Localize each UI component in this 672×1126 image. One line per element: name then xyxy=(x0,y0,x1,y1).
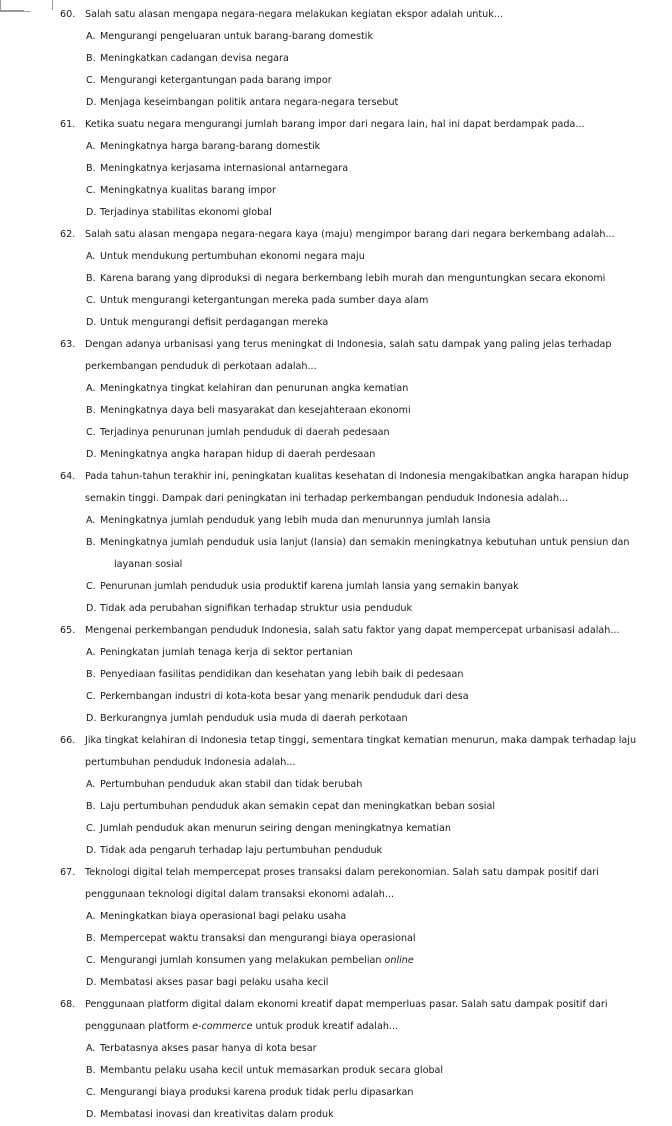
option-c: C. Untuk mengurangi ketergantungan mereka pada sumber daya alam xyxy=(86,295,429,306)
option-d: D. Tidak ada perubahan signifikan terhadap struktur usia penduduk xyxy=(86,603,413,614)
option-c: C. Jumlah penduduk akan menurun seiring dengan meningkatnya kematian xyxy=(86,823,451,834)
option-b: B. Meningkatnya jumlah penduduk usia lanjut (lansia) dan semakin meningkatnya kebutuhan untuk pensiun dan xyxy=(86,537,630,548)
option-a: A. Pertumbuhan penduduk akan stabil dan tidak berubah xyxy=(86,779,363,790)
option-d: D. Tidak ada pengaruh terhadap laju pertumbuhan penduduk xyxy=(86,845,383,856)
italic-term: e-commerce xyxy=(192,1021,253,1032)
question-text: Mengenai perkembangan penduduk Indonesia, salah satu faktor yang dapat mempercepat urbanisasi adalah... xyxy=(85,625,620,636)
option-b: B. Penyediaan fasilitas pendidikan dan kesehatan yang lebih baik di pedesaan xyxy=(86,669,464,680)
option-b: B. Meningkatkan cadangan devisa negara xyxy=(86,53,289,64)
option-c: C. Mengurangi biaya produksi karena produk tidak perlu dipasarkan xyxy=(86,1087,414,1098)
option-c: C. Meningkatnya kualitas barang impor xyxy=(86,185,276,196)
option-b: B. Mempercepat waktu transaksi dan mengurangi biaya operasional xyxy=(86,933,416,944)
option-d: D. Menjaga keseimbangan politik antara negara-negara tersebut xyxy=(86,97,399,108)
option-a: A. Terbatasnya akses pasar hanya di kota besar xyxy=(86,1043,317,1054)
question-text: Penggunaan platform digital dalam ekonomi kreatif dapat memperluas pasar. Salah satu dampak positif dari xyxy=(85,999,608,1010)
italic-term: online xyxy=(384,955,414,966)
option-a: A. Meningkatnya jumlah penduduk yang lebih muda dan menurunnya jumlah lansia xyxy=(86,515,491,526)
question-number: 66. xyxy=(60,735,76,746)
question-text-continued: pertumbuhan penduduk Indonesia adalah... xyxy=(85,757,296,768)
option-a: A. Meningkatnya harga barang-barang domestik xyxy=(86,141,321,152)
question-number: 62. xyxy=(60,229,76,240)
option-d: D. Untuk mengurangi defisit perdagangan mereka xyxy=(86,317,329,328)
page-corner-mark xyxy=(0,0,1,10)
question-number: 60. xyxy=(60,9,76,20)
option-a: A. Untuk mendukung pertumbuhan ekonomi negara maju xyxy=(86,251,365,262)
option-c: C. Mengurangi ketergantungan pada barang impor xyxy=(86,75,332,86)
option-a: A. Mengurangi pengeluaran untuk barang-barang domestik xyxy=(86,31,374,42)
question-text-continued: perkembangan penduduk di perkotaan adalah... xyxy=(85,361,317,372)
option-a: A. Meningkatkan biaya operasional bagi pelaku usaha xyxy=(86,911,347,922)
question-text: Salah satu alasan mengapa negara-negara kaya (maju) mengimpor barang dari negara berkembang adalah... xyxy=(85,229,615,240)
question-text: Jika tingkat kelahiran di Indonesia tetap tinggi, sementara tingkat kematian menurun, maka dampak terhadap laju xyxy=(85,735,637,746)
question-number: 61. xyxy=(60,119,76,130)
option-b: B. Laju pertumbuhan penduduk akan semakin cepat dan meningkatkan beban sosial xyxy=(86,801,495,812)
page-corner-mark xyxy=(0,11,30,12)
option-b: B. Karena barang yang diproduksi di negara berkembang lebih murah dan menguntungkan secara ekonomi xyxy=(86,273,606,284)
option-b: B. Meningkatnya daya beli masyarakat dan kesejahteraan ekonomi xyxy=(86,405,411,416)
option-b: B. Membantu pelaku usaha kecil untuk memasarkan produk secara global xyxy=(86,1065,444,1076)
option-d: D. Terjadinya stabilitas ekonomi global xyxy=(86,207,272,218)
question-text-continued: penggunaan teknologi digital dalam transaksi ekonomi adalah... xyxy=(85,889,395,900)
question-number: 68. xyxy=(60,999,76,1010)
option-d: D. Berkurangnya jumlah penduduk usia muda di daerah perkotaan xyxy=(86,713,408,724)
question-number: 63. xyxy=(60,339,76,350)
question-text: Salah satu alasan mengapa negara-negara melakukan kegiatan ekspor adalah untuk... xyxy=(85,9,503,20)
question-number: 64. xyxy=(60,471,76,482)
option-c: C. Mengurangi jumlah konsumen yang melakukan pembelian online xyxy=(86,955,414,966)
option-d: D. Membatasi inovasi dan kreativitas dalam produk xyxy=(86,1109,334,1120)
option-c: C. Perkembangan industri di kota-kota besar yang menarik penduduk dari desa xyxy=(86,691,469,702)
question-text: Teknologi digital telah mempercepat proses transaksi dalam perekonomian. Salah satu dampak positif dari xyxy=(85,867,599,878)
question-text-continued: semakin tinggi. Dampak dari peningkatan ini terhadap perkembangan penduduk Indonesia adalah... xyxy=(85,493,569,504)
question-number: 67. xyxy=(60,867,76,878)
question-number: 65. xyxy=(60,625,76,636)
option-a: A. Meningkatnya tingkat kelahiran dan penurunan angka kematian xyxy=(86,383,409,394)
question-text: Ketika suatu negara mengurangi jumlah barang impor dari negara lain, hal ini dapat berdampak pada... xyxy=(85,119,585,130)
question-text: Pada tahun-tahun terakhir ini, peningkatan kualitas kesehatan di Indonesia mengakibatkan angka harapan hidup xyxy=(85,471,629,482)
question-text-continued: penggunaan platform e-commerce untuk produk kreatif adalah... xyxy=(85,1021,399,1032)
option-b: B. Meningkatnya kerjasama internasional antarnegara xyxy=(86,163,349,174)
option-d: D. Meningkatnya angka harapan hidup di daerah perdesaan xyxy=(86,449,376,460)
option-c: C. Terjadinya penurunan jumlah penduduk di daerah pedesaan xyxy=(86,427,390,438)
option-d: D. Membatasi akses pasar bagi pelaku usaha kecil xyxy=(86,977,329,988)
question-text: Dengan adanya urbanisasi yang terus meningkat di Indonesia, salah satu dampak yang paling jelas terhadap xyxy=(85,339,612,350)
option-a: A. Peningkatan jumlah tenaga kerja di sektor pertanian xyxy=(86,647,353,658)
option-c: C. Penurunan jumlah penduduk usia produktif karena jumlah lansia yang semakin banyak xyxy=(86,581,519,592)
option-b-continued: layanan sosial xyxy=(114,559,183,570)
page-corner-mark xyxy=(30,0,53,10)
